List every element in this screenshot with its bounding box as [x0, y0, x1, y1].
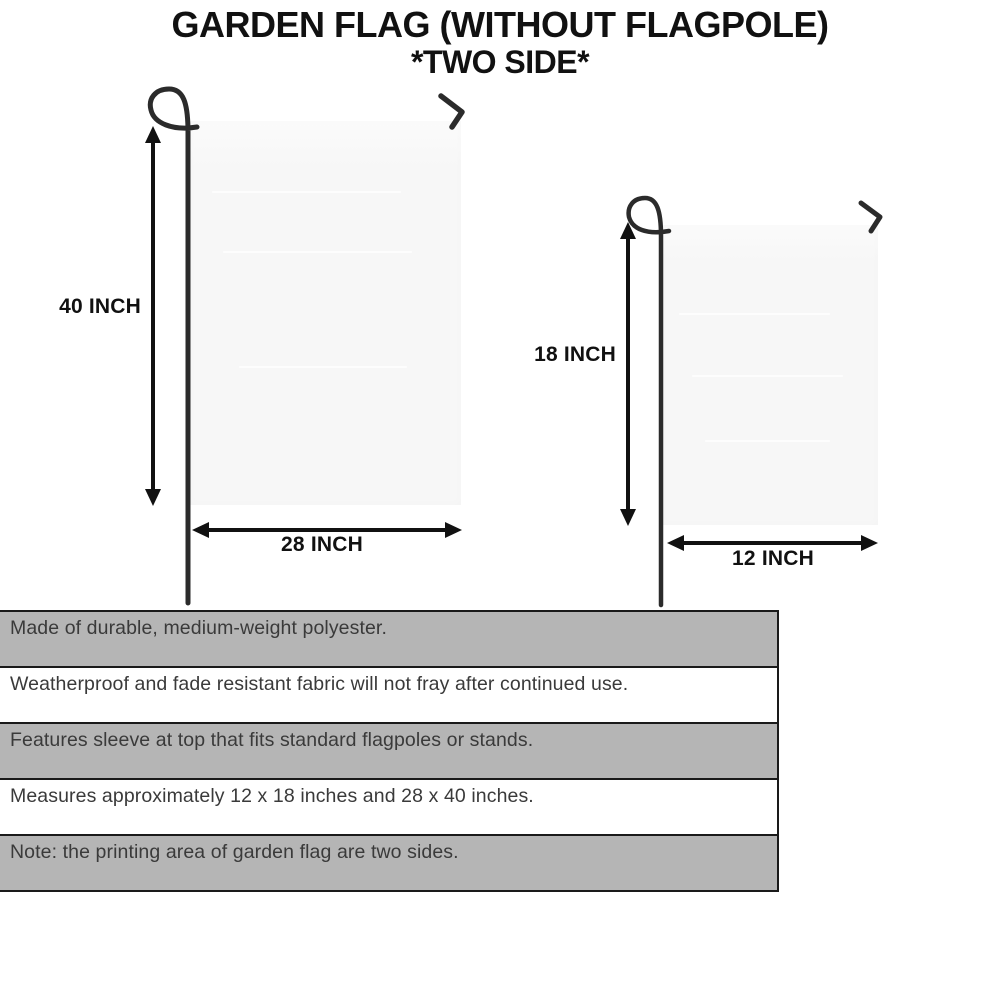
feature-table: [0, 610, 779, 892]
feature-row: Measures approximately 12 x 18 inches and 28 x 40 inches.: [0, 778, 779, 836]
fabric-fold-line: [212, 191, 402, 193]
title-line-2: *TWO SIDE*: [410, 43, 590, 80]
fabric-fold-line: [692, 375, 843, 377]
feature-row: Note: the printing area of garden flag are two sides.: [0, 834, 779, 892]
title-line-1: GARDEN FLAG (WITHOUT FLAGPOLE): [171, 4, 829, 45]
small-flag-fabric: [662, 225, 878, 525]
fabric-fold-line: [223, 251, 413, 253]
small-flag-height-arrow: [620, 222, 636, 526]
feature-row: Made of durable, medium-weight polyester.: [0, 610, 779, 668]
feature-row: Features sleeve at top that fits standard flagpoles or stands.: [0, 722, 779, 780]
page-title: [0, 6, 1000, 79]
small-flag-width-label: 12 INCH: [732, 547, 814, 570]
large-flag-fabric: [190, 121, 461, 505]
fabric-fold-line: [679, 313, 830, 315]
small-flag-height-label: 18 INCH: [534, 343, 616, 366]
large-flag-width-label: 28 INCH: [281, 533, 363, 556]
feature-row: Weatherproof and fade resistant fabric will not fray after continued use.: [0, 666, 779, 724]
fabric-fold-line: [239, 366, 407, 368]
large-flag-height-arrow: [145, 126, 161, 506]
large-flag-height-label: 40 INCH: [59, 295, 141, 318]
fabric-fold-line: [705, 440, 830, 442]
